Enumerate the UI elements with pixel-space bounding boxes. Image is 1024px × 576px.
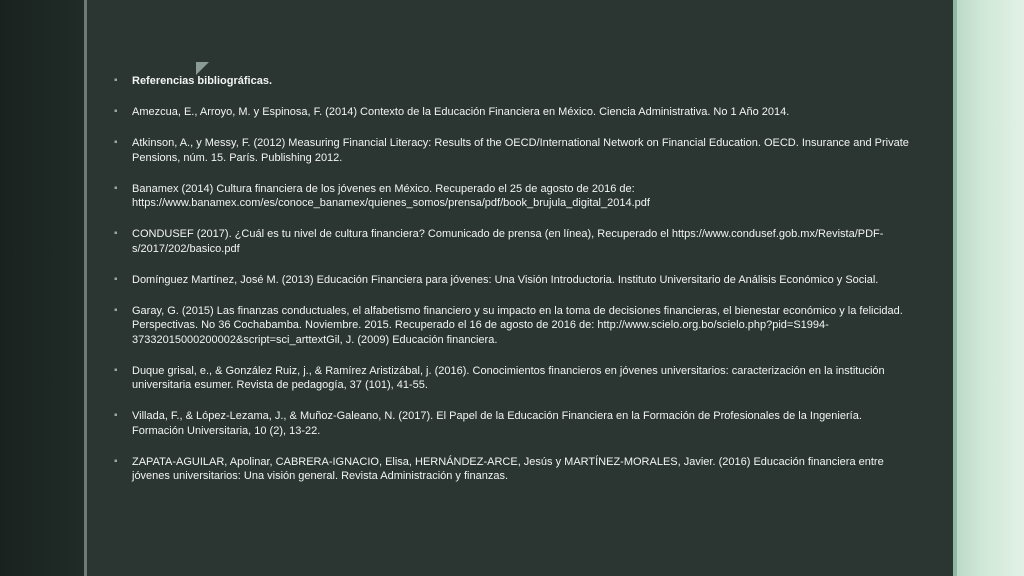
reference-text: Domínguez Martínez, José M. (2013) Educación Financiera para jóvenes: Una Visión Introductoria. Instituto Universitario de Análisis Económico y Social. <box>132 273 879 286</box>
square-bullet-icon: ▪ <box>114 182 118 194</box>
left-decorative-band <box>0 0 84 576</box>
reference-text: Amezcua, E., Arroyo, M. y Espinosa, F. (2014) Contexto de la Educación Financiera en México. Ciencia Administrativa. No 1 Año 2014. <box>132 106 790 118</box>
reference-text: CONDUSEF (2017). ¿Cuál es tu nivel de cultura financiera? Comunicado de prensa (en línea), Recuperado el https://www.condusef.gob.mx/Revista/PDF-s/2017/202/basico.pdf <box>132 228 884 255</box>
square-bullet-icon: ▪ <box>114 75 118 86</box>
reference-item <box>114 273 914 288</box>
right-decorative-band <box>953 0 1024 576</box>
reference-text: Banamex (2014) Cultura financiera de los jóvenes en México. Recuperado el 25 de agosto de 2016 de: https://www.banamex.com/es/conoce_banamex/quienes_somos/prensa/pdf/book_brujula_digital_2014.pdf <box>132 182 650 209</box>
reference-item <box>114 304 914 348</box>
square-bullet-icon: ▪ <box>114 137 118 148</box>
reference-item <box>114 182 914 211</box>
references-list <box>114 74 914 500</box>
reference-text: Duque grisal, e., & González Ruiz, j., & Ramírez Aristizábal, j. (2016). Conocimientos financieros en jóvenes universitarios: caracterización en la institución universitaria esumer. Revista de pedagogía, 37 (101), 41-55. <box>132 364 885 391</box>
square-bullet-icon: ▪ <box>114 228 118 239</box>
square-bullet-icon: ▪ <box>114 304 118 316</box>
section-title: Referencias bibliográficas. <box>132 75 272 87</box>
reference-item <box>114 105 914 120</box>
reference-text: ZAPATA-AGUILAR, Apolinar, CABRERA-IGNACIO, Elisa, HERNÁNDEZ-ARCE, Jesús y MARTÍNEZ-MORALES, Javier. (2016) Educación financiera entre jóvenes universitarios: Una visión general. Revista Administración y finanzas. <box>132 455 884 482</box>
reference-item <box>114 136 914 165</box>
square-bullet-icon: ▪ <box>114 410 118 421</box>
reference-text: Garay, G. (2015) Las finanzas conductuales, el alfabetismo financiero y su impacto en la toma de decisiones financieras, el bienestar económico y la felicidad. Perspectivas. No 36 Cochabamba. Noviembre. 2015. Recuperado el 16 de agosto de 2016 de: http://www.scielo.org.bo/scielo.php?pid=S1994-37332015000200002&script=sci_arttextGil, J. (2009) Educación financiera. <box>132 304 903 346</box>
square-bullet-icon: ▪ <box>114 106 118 117</box>
reference-item <box>114 455 914 484</box>
references-heading <box>114 74 914 89</box>
reference-item <box>114 227 914 256</box>
reference-text: Atkinson, A., y Messy, F. (2012) Measuring Financial Literacy: Results of the OECD/International Network on Financial Education. OECD. Insurance and Private Pensions, núm. 15. París. Publishing 2012. <box>132 137 909 164</box>
reference-item <box>114 364 914 393</box>
square-bullet-icon: ▪ <box>114 455 118 467</box>
reference-text: Villada, F., & López-Lezama, J., & Muñoz-Galeano, N. (2017). El Papel de la Educación Financiera en la Formación de Profesionales de la Ingeniería. Formación Universitaria, 10 (2), 13-22. <box>132 410 862 437</box>
square-bullet-icon: ▪ <box>114 364 118 376</box>
square-bullet-icon: ▪ <box>114 273 118 285</box>
reference-item <box>114 409 914 438</box>
